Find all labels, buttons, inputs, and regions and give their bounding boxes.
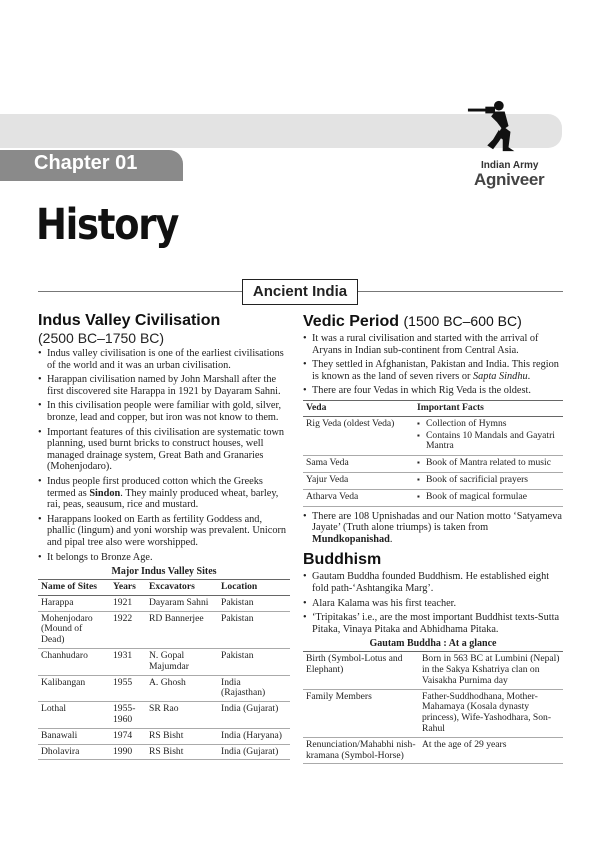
table-cell: India (Gujarat) [218,702,290,729]
brand-line1: Indian Army [481,160,539,171]
sites-table [38,579,290,760]
table-cell: Harappa [38,595,110,611]
indus-section [38,312,290,760]
table-cell: Dholavira [38,744,110,760]
vedic-title: Vedic Period [303,313,400,330]
table-row [38,702,290,729]
vedic-bullets-2 [303,511,563,546]
soldier-icon [466,97,524,155]
table-cell: Pakistan [218,611,290,648]
column-header: Name of Sites [38,580,110,596]
sindon-term: Sindon [89,487,121,499]
column-header: Location [218,580,290,596]
table-row [303,489,563,506]
table-cell [414,472,563,489]
bullet-text: They settled in Afghanistan, Pakistan and India. This region is known as the land of seven rivers or [312,359,559,382]
section-rule-right [358,291,563,292]
section-rule-left [38,291,242,292]
table-cell: Banawali [38,728,110,744]
list-item [303,511,563,546]
table-row [303,456,563,473]
table-row [303,416,563,455]
table-cell: India (Rajasthan) [218,675,290,702]
indus-heading: Indus Valley Civilisation [38,312,221,329]
vedic-section [303,312,563,764]
table-cell: A. Ghosh [146,675,218,702]
table-row [38,595,290,611]
list-item: ▪ Book of sacrificial prayers [417,475,560,486]
table-cell: 1921 [110,595,146,611]
list-item: • ‘Tripitakas’ i.e., are the most important Buddhist texts-Sutta Pitaka, Vinaya Pitaka and Abhidhama Pitaka. [303,612,563,635]
table-cell: Kalibangan [38,675,110,702]
table-cell: Yajur Veda [303,472,414,489]
table-cell: Pakistan [218,649,290,676]
table-cell: RS Bisht [146,744,218,760]
veda-table [303,400,563,507]
table-row [38,675,290,702]
page-title: History [36,200,179,250]
vedic-subheading: (1500 BC–600 BC) [403,313,522,329]
list-item: • It was a rural civilisation and started with the arrival of Aryans in Indian sub-continent from Central Asia. [303,333,563,356]
list-item [38,476,290,511]
list-item: • In this civilisation people were familiar with gold, silver, bronze, lead and copper, but iron was not know to them. [38,400,290,423]
table-row [38,649,290,676]
column-header: Years [110,580,146,596]
table-cell: 1955 [110,675,146,702]
table-cell: 1974 [110,728,146,744]
column-header: Important Facts [414,400,563,416]
list-item [303,359,563,382]
table-cell: Born in 563 BC at Lumbini (Nepal) in the Sakya Kshatriya clan on Vaisakha Purnima day [419,652,563,689]
buddha-table-title: Gautam Buddha : At a glance [303,638,563,652]
table-cell: Family Members [303,689,419,737]
cotton-text: Indus people first produced cotton which the Greeks termed as [47,475,263,499]
sites-table-title: Major Indus Valley Sites [111,566,217,578]
list-item: • Indus valley civilisation is one of the earliest civilisations of the world and it was an urban civilisation. [38,348,290,371]
table-row [303,652,563,689]
table-cell: Sama Veda [303,456,414,473]
list-item: • Harappan civilisation named by John Marshall after the first discovered site Harappa in 1921 by Dayaram Sahni. [38,374,290,397]
table-row [38,611,290,648]
table-row [38,728,290,744]
column-header: Excavators [146,580,218,596]
list-item: ▪ Collection of Hymns [417,419,560,430]
table-cell: Mohenjodaro (Mound of Dead) [38,611,110,648]
list-item: • Alara Kalama was his first teacher. [303,598,563,610]
sapta-sindhu-term: Sapta Sindhu [473,370,528,382]
list-item: ▪ Book of magical formulae [417,492,560,503]
list-item: • Gautam Buddha founded Buddhism. He established eight fold path-‘Ashtangika Marg’. [303,571,563,594]
list-item: • It belongs to Bronze Age. [38,552,290,564]
vedic-heading [303,312,563,331]
bullet-text-end: . [389,533,393,545]
table-cell [414,416,563,455]
list-item: • Important features of this civilisation are systematic town planning, used burnt bricks to construct houses, well managed drainage system, Great Bath and Granaries (Mohenjodaro). [38,427,290,473]
table-cell: Dayaram Sahni [146,595,218,611]
indus-bullets [38,348,290,563]
table-cell: 1922 [110,611,146,648]
table-cell: Rig Veda (oldest Veda) [303,416,414,455]
section-label: Ancient India [242,279,358,305]
buddhism-heading: Buddhism [303,551,382,569]
table-cell: 1931 [110,649,146,676]
table-cell: At the age of 29 years [419,737,563,764]
table-cell: Atharva Veda [303,489,414,506]
table-row [303,737,563,764]
bullet-text: There are 108 Upnishadas and our Nation motto ‘Satyameva Jayate’ (Truth alone triumps) is taken from [312,510,562,534]
chapter-label: Chapter 01 [34,152,138,174]
column-header: Veda [303,400,414,416]
table-cell: Pakistan [218,595,290,611]
indus-subheading: (2500 BC–1750 BC) [38,330,165,346]
bullet-text-end: . [527,370,531,382]
list-item: • Harappans looked on Earth as fertility Goddess and, phallic (lingum) and yoni worship was prevalent. Unicorn and pipal tree also were worshipped. [38,514,290,549]
table-cell: N. Gopal Majumdar [146,649,218,676]
vedic-bullets [303,333,563,397]
cotton-tail: . They mainly produced wheat, barley, rai, peas, seausum, rice and mustard. [47,487,279,511]
list-item: ▪ Contains 10 Mandals and Gayatri Mantra [417,431,560,453]
table-cell: 1990 [110,744,146,760]
buddhism-bullets [303,571,563,635]
table-row [38,744,290,760]
table-cell: SR Rao [146,702,218,729]
table-cell: India (Gujarat) [218,744,290,760]
table-cell: RD Bannerjee [146,611,218,648]
buddha-table [303,652,563,764]
table-cell [414,456,563,473]
list-item: • There are four Vedas in which Rig Veda is the oldest. [303,385,563,397]
table-row [303,689,563,737]
table-cell: Renunciation/Mahabhi nish-kramana (Symbol-Horse) [303,737,419,764]
table-cell: RS Bisht [146,728,218,744]
table-cell: Lothal [38,702,110,729]
table-cell: Father-Suddhodhana, Mother-Mahamaya (Kosala dynasty princess), Wife-Yashodhara, Son-Rahul [419,689,563,737]
table-row [303,472,563,489]
mundkopanishad-term: Mundkopanishad [312,533,390,545]
table-cell: India (Haryana) [218,728,290,744]
table-cell: Chanhudaro [38,649,110,676]
table-cell: 1955-1960 [110,702,146,729]
list-item: ▪ Book of Mantra related to music [417,458,560,469]
table-cell [414,489,563,506]
table-cell: Birth (Symbol-Lotus and Elephant) [303,652,419,689]
brand-line2: Agniveer [474,170,545,189]
